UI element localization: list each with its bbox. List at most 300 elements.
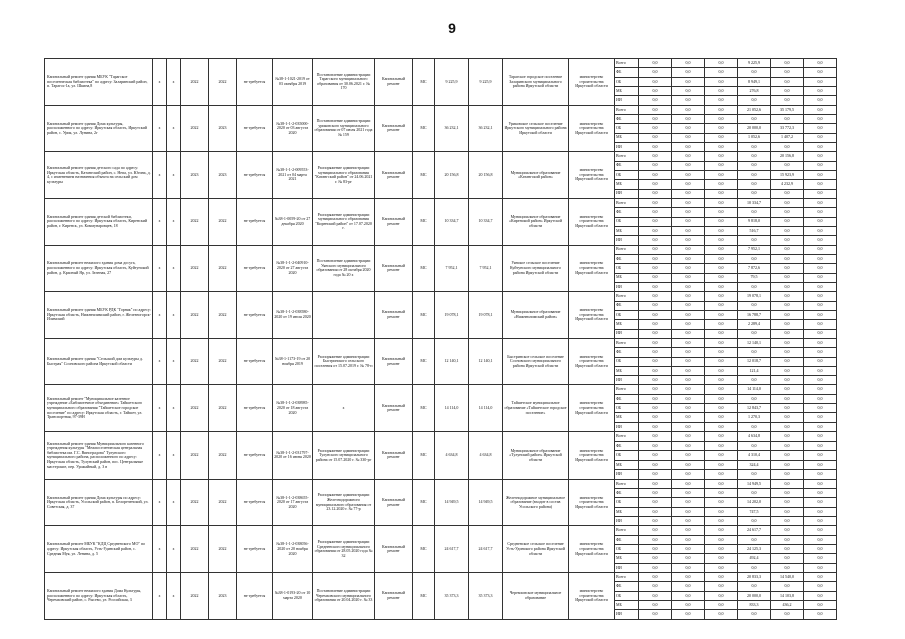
funding-value: 0,0: [804, 526, 837, 535]
funding-value: 0,0: [804, 507, 837, 516]
funding-value: 0,0: [672, 489, 705, 498]
funding-source-label: ОБ: [615, 264, 639, 273]
funding-value: 0,0: [705, 77, 738, 86]
category: МС: [413, 526, 435, 573]
funding-value: 14 103,8: [771, 591, 804, 600]
customer: Муниципальное образование «Киренский район» Иркутской области: [503, 198, 569, 245]
funding-value: 0,0: [672, 189, 705, 198]
remaining-cost: 36 232,1: [469, 105, 503, 152]
responsible-ministry: министерство строительства Иркутской области: [569, 152, 615, 199]
funding-value: 0,0: [639, 320, 672, 329]
funding-value: 0,0: [705, 573, 738, 582]
funding-value: 0,0: [672, 329, 705, 338]
customer: Тарагское городское поселение Заларинского муниципального района Иркутской области: [503, 59, 569, 106]
funding-value: 0,0: [672, 591, 705, 600]
funding-value: 0,0: [804, 545, 837, 554]
funding-value: 0,0: [738, 142, 771, 151]
funding-value: 0,0: [771, 554, 804, 563]
doc-number: №38-1-1021-2019 от 03 октября 2019: [273, 59, 313, 106]
funding-value: 79,5: [738, 273, 771, 282]
year-start: 2023: [181, 152, 209, 199]
remaining-cost: 24 617,7: [469, 526, 503, 573]
funding-value: 20 156,8: [771, 152, 804, 161]
mark-x-1: х: [153, 479, 167, 526]
funding-value: 20 833,3: [738, 573, 771, 582]
table-row: [45, 198, 837, 207]
funding-value: 0,0: [639, 245, 672, 254]
funding-value: 0,0: [672, 170, 705, 179]
funding-value: 0,0: [705, 489, 738, 498]
funding-value: 0,0: [771, 226, 804, 235]
responsible-ministry: министерство строительства Иркутской области: [569, 198, 615, 245]
legal-act: Распоряжение администрации Железнодорожного муниципального образования от 23.12.2020 г. № 77-р: [313, 479, 375, 526]
funding-value: 0,0: [705, 413, 738, 422]
funding-value: 0,0: [771, 470, 804, 480]
page-number: 9: [448, 20, 456, 36]
funding-value: 0,0: [738, 189, 771, 198]
funding-value: 0,0: [672, 385, 705, 394]
work-type: Капитальный ремонт: [375, 573, 413, 620]
mark-x-1: х: [153, 292, 167, 339]
funding-value: 0,0: [705, 282, 738, 291]
expertise-status: не требуется: [237, 338, 273, 385]
funding-value: 0,0: [705, 385, 738, 394]
funding-value: 0,0: [771, 507, 804, 516]
mark-x-2: х: [167, 198, 181, 245]
funding-value: 0,0: [804, 124, 837, 133]
responsible-ministry: министерство строительства Иркутской области: [569, 432, 615, 480]
funding-value: 0,0: [672, 198, 705, 207]
funding-value: 0,0: [639, 460, 672, 470]
funding-value: 1 407,2: [771, 133, 804, 142]
funding-source-label: ИИ: [615, 142, 639, 151]
year-end: 2023: [209, 105, 237, 152]
funding-value: 0,0: [705, 236, 738, 245]
mark-x-1: х: [153, 152, 167, 199]
funding-value: 0,0: [738, 301, 771, 310]
mark-x-2: х: [167, 573, 181, 620]
funding-value: 0,0: [804, 96, 837, 105]
funding-value: 276,8: [738, 86, 771, 95]
funding-value: 0,0: [672, 282, 705, 291]
funding-value: 0,0: [639, 142, 672, 151]
funding-value: 0,0: [804, 404, 837, 413]
funding-value: 0,0: [771, 254, 804, 263]
responsible-ministry: министерство строительства Иркутской области: [569, 245, 615, 292]
funding-value: 0,0: [639, 591, 672, 600]
customer: Средненское сельское поселение Усть-Удинского района Иркутской области: [503, 526, 569, 573]
responsible-ministry: министерство строительства Иркутской области: [569, 105, 615, 152]
funding-value: 0,0: [771, 357, 804, 366]
funding-value: 0,0: [738, 610, 771, 620]
funding-value: 0,0: [705, 273, 738, 282]
funding-value: 0,0: [804, 180, 837, 189]
legal-act: [313, 292, 375, 339]
funding-value: 0,0: [705, 161, 738, 170]
funding-value: 0,0: [639, 470, 672, 480]
funding-value: 0,0: [705, 133, 738, 142]
funding-value: 0,0: [672, 114, 705, 123]
funding-source-label: ОБ: [615, 77, 639, 86]
funding-value: 0,0: [705, 507, 738, 516]
funding-value: 0,0: [639, 198, 672, 207]
funding-value: 0,0: [771, 114, 804, 123]
funding-value: 0,0: [672, 413, 705, 422]
funding-value: 0,0: [705, 422, 738, 431]
funding-value: 0,0: [771, 189, 804, 198]
mark-x-1: х: [153, 385, 167, 432]
funding-value: 0,0: [639, 329, 672, 338]
funding-value: 0,0: [672, 273, 705, 282]
funding-value: 0,0: [705, 582, 738, 591]
year-start: 2022: [181, 385, 209, 432]
work-type: Капитальный ремонт: [375, 292, 413, 339]
funding-value: 0,0: [804, 152, 837, 161]
funding-value: 492,4: [738, 554, 771, 563]
funding-value: 0,0: [705, 217, 738, 226]
funding-source-label: МБ: [615, 133, 639, 142]
funding-value: 0,0: [705, 451, 738, 461]
funding-value: 0,0: [804, 329, 837, 338]
funding-value: 0,0: [672, 460, 705, 470]
funding-value: 0,0: [804, 348, 837, 357]
funding-value: 0,0: [705, 441, 738, 451]
funding-value: 0,0: [672, 161, 705, 170]
funding-value: 0,0: [738, 517, 771, 526]
funding-value: 0,0: [705, 470, 738, 480]
mark-x-2: х: [167, 152, 181, 199]
remaining-cost: 7 952,1: [469, 245, 503, 292]
funding-value: 0,0: [771, 498, 804, 507]
funding-value: 0,0: [672, 310, 705, 319]
expertise-status: не требуется: [237, 198, 273, 245]
funding-value: 0,0: [705, 460, 738, 470]
category: МС: [413, 432, 435, 480]
mark-x-2: х: [167, 292, 181, 339]
funding-value: 0,0: [705, 105, 738, 114]
funding-value: 0,0: [672, 301, 705, 310]
funding-value: 0,0: [672, 320, 705, 329]
doc-number: №38-1-1173-19 от 20 ноября 2019: [273, 338, 313, 385]
funding-value: 21 052,6: [738, 105, 771, 114]
work-type: Капитальный ремонт: [375, 105, 413, 152]
funding-value: 0,0: [672, 86, 705, 95]
table-row: [45, 479, 837, 488]
funding-value: 0,0: [639, 236, 672, 245]
funding-value: 12 843,7: [738, 404, 771, 413]
funding-value: 14 540,0: [771, 573, 804, 582]
funding-value: 0,0: [639, 77, 672, 86]
funding-value: 0,0: [738, 96, 771, 105]
funding-value: 0,0: [804, 535, 837, 544]
funding-source-label: Всего: [615, 59, 639, 68]
object-description: Капитальный ремонт МБУК "КДЦ Средненского МО" по адресу: Иркутская область, Усть-Удинский район, с. Средняя Муя, ул. Ленина, д. 5: [45, 526, 153, 573]
funding-value: 0,0: [639, 432, 672, 442]
doc-number: №38-1-1-2-038985-2020 от 18 августа 2020: [273, 385, 313, 432]
funding-value: 0,0: [672, 68, 705, 77]
object-description: Капитальный ремонт здания Муниципального казенного учреждения культуры "Межпоселенческая центральная библиотека им. Г.С. Виноградова" Тулунского муниципального района, расположенного по адресу: Иркутская область, Тулунский район, пос. Центральные мастерские, пер. Урожайный, д. 3 в: [45, 432, 153, 480]
funding-source-label: Всего: [615, 385, 639, 394]
funding-source-label: ФБ: [615, 208, 639, 217]
funding-value: 0,0: [705, 357, 738, 366]
legal-act: Распоряжение администрации муниципального образования "Катангский район" от 24.06.2021 г. № 83-рг: [313, 152, 375, 199]
funding-value: 0,0: [639, 348, 672, 357]
funding-value: 0,0: [771, 86, 804, 95]
funding-value: 0,0: [738, 254, 771, 263]
expertise-status: не требуется: [237, 245, 273, 292]
funding-value: 0,0: [639, 105, 672, 114]
table-row: [45, 245, 837, 254]
object-description: Капитальный ремонт здания Дома культуры по адресу: Иркутская область, Усольский район, п. Белореченский, ул. Советская, д. 37: [45, 479, 153, 526]
funding-source-label: ОБ: [615, 357, 639, 366]
funding-value: 0,0: [771, 301, 804, 310]
funding-value: 35 179,5: [771, 105, 804, 114]
funding-value: 0,0: [771, 142, 804, 151]
funding-source-label: МБ: [615, 601, 639, 610]
funding-value: 0,0: [804, 77, 837, 86]
funding-source-label: ОБ: [615, 591, 639, 600]
funding-value: 0,0: [705, 198, 738, 207]
work-type: Капитальный ремонт: [375, 479, 413, 526]
funding-value: 0,0: [705, 292, 738, 301]
funding-value: 0,0: [804, 114, 837, 123]
funding-value: 0,0: [771, 413, 804, 422]
funding-value: 0,0: [804, 563, 837, 572]
estimated-cost: 36 232,1: [435, 105, 469, 152]
funding-value: 0,0: [672, 226, 705, 235]
funding-value: 0,0: [804, 394, 837, 403]
estimated-cost: 24 617,7: [435, 526, 469, 573]
funding-value: 0,0: [705, 498, 738, 507]
legal-act: Постановление администрации Уянского муниципального образования от 28 октября 2020 года № 20 х: [313, 245, 375, 292]
funding-value: 0,0: [639, 357, 672, 366]
doc-number: №38-1-1-2-009553-2021 от 04 марта 2021: [273, 152, 313, 199]
responsible-ministry: министерство строительства Иркутской области: [569, 338, 615, 385]
object-description: Капитальный ремонт здания Дома культуры, расположенного по адресу: Иркутская область, Иркутский район, с. Урик, ул. Лунина, 2г: [45, 105, 153, 152]
funding-value: 0,0: [639, 498, 672, 507]
funding-source-label: МБ: [615, 86, 639, 95]
funding-value: 0,0: [804, 170, 837, 179]
funding-value: 0,0: [804, 441, 837, 451]
work-type: Капитальный ремонт: [375, 245, 413, 292]
table-row: [45, 432, 837, 442]
funding-source-label: Всего: [615, 105, 639, 114]
funding-source-label: МБ: [615, 320, 639, 329]
funding-value: 0,0: [771, 582, 804, 591]
funding-value: 0,0: [672, 264, 705, 273]
year-end: 2022: [209, 432, 237, 480]
legal-act: Постановление администрации уриковского муниципального образования от 07 июля 2021 года № 159: [313, 105, 375, 152]
table-row: [45, 59, 837, 68]
work-type: Капитальный ремонт: [375, 385, 413, 432]
funding-value: 0,0: [804, 236, 837, 245]
legal-act: Распоряжение администрации Средненского муниципального образования от 28.05.2020 года № 32: [313, 526, 375, 573]
funding-value: 0,0: [804, 451, 837, 461]
funding-value: 0,0: [705, 226, 738, 235]
funding-value: 0,0: [738, 348, 771, 357]
funding-value: 0,0: [771, 161, 804, 170]
funding-value: 0,0: [672, 498, 705, 507]
funding-value: 4 232,9: [771, 180, 804, 189]
funding-value: 0,0: [672, 376, 705, 385]
funding-value: 0,0: [738, 563, 771, 572]
estimated-cost: 4 634,8: [435, 432, 469, 480]
funding-value: 0,0: [771, 545, 804, 554]
year-end: 2022: [209, 245, 237, 292]
funding-source-label: Всего: [615, 245, 639, 254]
object-description: Капитальный ремонт здания "Сельский дом культуры д. Быстрая" Сосновского района Иркутской области: [45, 338, 153, 385]
mark-x-1: х: [153, 59, 167, 106]
expertise-status: не требуется: [237, 292, 273, 339]
expertise-status: не требуется: [237, 432, 273, 480]
funding-value: 0,0: [705, 376, 738, 385]
funding-value: 0,0: [672, 96, 705, 105]
category: МС: [413, 573, 435, 620]
funding-value: 0,0: [804, 460, 837, 470]
funding-value: 0,0: [804, 591, 837, 600]
funding-value: 0,0: [804, 357, 837, 366]
funding-source-label: ОБ: [615, 545, 639, 554]
funding-value: 0,0: [804, 133, 837, 142]
funding-value: 0,0: [639, 441, 672, 451]
table-row: [45, 526, 837, 535]
funding-value: 7 952,1: [738, 245, 771, 254]
year-start: 2022: [181, 59, 209, 106]
funding-source-label: ФБ: [615, 254, 639, 263]
funding-value: 0,0: [705, 601, 738, 610]
funding-value: 0,0: [804, 582, 837, 591]
funding-value: 0,0: [705, 479, 738, 488]
funding-value: 0,0: [771, 366, 804, 375]
funding-source-label: ИИ: [615, 282, 639, 291]
doc-number: №38-1-1-2-038655-2020 от 17 августа 2020: [273, 479, 313, 526]
funding-source-label: Всего: [615, 198, 639, 207]
funding-value: 0,0: [771, 198, 804, 207]
funding-value: 0,0: [705, 394, 738, 403]
funding-value: 10 334,7: [738, 198, 771, 207]
funding-value: 0,0: [672, 152, 705, 161]
doc-number: №38-1-1-2-040910-2020 от 27 августа 2020: [273, 245, 313, 292]
mark-x-2: х: [167, 105, 181, 152]
customer: Муниципальное образование «Катангский район»: [503, 152, 569, 199]
funding-value: 0,0: [771, 310, 804, 319]
funding-value: 9 818,0: [738, 217, 771, 226]
funding-value: 15 923,9: [771, 170, 804, 179]
funding-value: 0,0: [771, 451, 804, 461]
funding-value: 0,0: [639, 254, 672, 263]
funding-value: 0,0: [639, 573, 672, 582]
doc-number: №38-1-0193-20 от 10 марта 2020: [273, 573, 313, 620]
funding-value: 0,0: [639, 385, 672, 394]
funding-value: 0,0: [705, 254, 738, 263]
funding-value: 0,0: [672, 394, 705, 403]
funding-value: 9 225,9: [738, 59, 771, 68]
funding-value: 0,0: [771, 217, 804, 226]
funding-value: 0,0: [705, 329, 738, 338]
funding-value: 0,0: [738, 236, 771, 245]
funding-value: 0,0: [639, 264, 672, 273]
funding-value: 0,0: [639, 226, 672, 235]
funding-source-label: Всего: [615, 526, 639, 535]
funding-value: 0,0: [639, 133, 672, 142]
funding-value: 121,4: [738, 366, 771, 375]
funding-value: 0,0: [672, 357, 705, 366]
funding-value: 0,0: [771, 385, 804, 394]
funding-value: 833,3: [738, 601, 771, 610]
mark-x-2: х: [167, 432, 181, 480]
year-end: 2022: [209, 198, 237, 245]
funding-value: 8 949,1: [738, 77, 771, 86]
funding-value: 0,0: [672, 422, 705, 431]
funding-value: 0,0: [639, 563, 672, 572]
funding-value: 0,0: [804, 273, 837, 282]
doc-number: №38-1-1-2-038580-2020 от 19 июля 2020: [273, 292, 313, 339]
funding-value: 0,0: [639, 545, 672, 554]
mark-x-2: х: [167, 385, 181, 432]
category: МС: [413, 479, 435, 526]
funding-value: 0,0: [771, 338, 804, 347]
funding-value: 33 772,3: [771, 124, 804, 133]
funding-value: 0,0: [804, 282, 837, 291]
funding-value: 0,0: [771, 282, 804, 291]
funding-value: 14 114,0: [738, 385, 771, 394]
funding-value: 0,0: [804, 413, 837, 422]
funding-source-label: ИИ: [615, 329, 639, 338]
estimated-cost: 10 334,7: [435, 198, 469, 245]
responsible-ministry: министерство строительства Иркутской области: [569, 526, 615, 573]
funding-value: 0,0: [672, 142, 705, 151]
year-start: 2022: [181, 292, 209, 339]
legal-act: Распоряжение администрации Тулунского муниципального района от 15.07.2020 г. № 330-рг: [313, 432, 375, 480]
funding-value: 0,0: [804, 86, 837, 95]
funding-value: 0,0: [771, 273, 804, 282]
funding-source-label: ИИ: [615, 376, 639, 385]
funding-value: 0,0: [771, 292, 804, 301]
funding-value: 0,0: [639, 170, 672, 179]
customer: Уриковское сельское поселение Иркутского муниципального района Иркутской области: [503, 105, 569, 152]
funding-value: 0,0: [672, 610, 705, 620]
funding-value: 0,0: [639, 507, 672, 516]
funding-value: 0,0: [705, 610, 738, 620]
funding-value: 0,0: [672, 245, 705, 254]
funding-source-label: ОБ: [615, 498, 639, 507]
funding-value: 0,0: [705, 180, 738, 189]
funding-value: 0,0: [771, 460, 804, 470]
funding-source-label: МБ: [615, 460, 639, 470]
year-end: 2023: [209, 152, 237, 199]
funding-value: 0,0: [672, 180, 705, 189]
funding-value: 0,0: [771, 376, 804, 385]
funding-value: 0,0: [639, 59, 672, 68]
funding-value: 0,0: [639, 526, 672, 535]
funding-value: 0,0: [672, 348, 705, 357]
funding-value: 0,0: [672, 582, 705, 591]
funding-source-label: МБ: [615, 273, 639, 282]
funding-value: 0,0: [705, 301, 738, 310]
year-start: 2022: [181, 338, 209, 385]
funding-value: 0,0: [705, 591, 738, 600]
work-type: Капитальный ремонт: [375, 432, 413, 480]
estimated-cost: 20 156,8: [435, 152, 469, 199]
mark-x-2: х: [167, 338, 181, 385]
funding-value: 0,0: [705, 189, 738, 198]
year-start: 2022: [181, 198, 209, 245]
funding-value: 0,0: [705, 404, 738, 413]
funding-value: 0,0: [804, 245, 837, 254]
funding-value: 0,0: [639, 554, 672, 563]
funding-value: 0,0: [804, 320, 837, 329]
funding-value: 0,0: [639, 413, 672, 422]
